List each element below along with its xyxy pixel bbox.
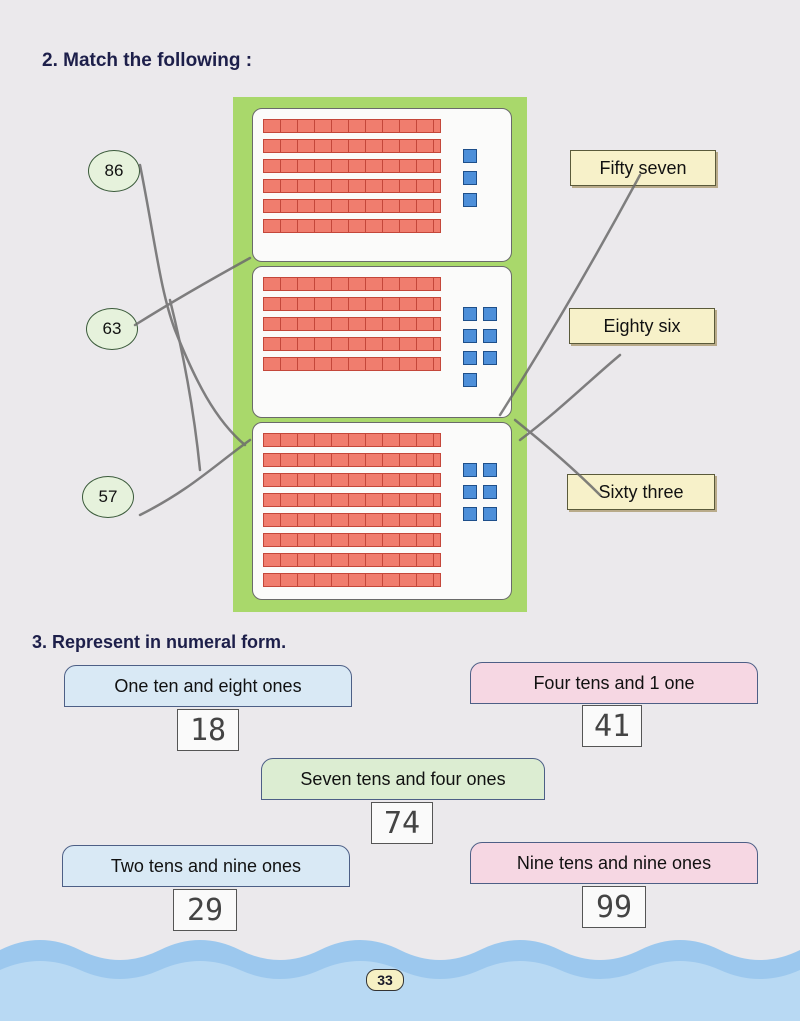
match-line-57 [140, 440, 250, 515]
prompt-two-tens-nine-ones: Two tens and nine ones [62, 845, 350, 887]
match-heading: 2. Match the following : [42, 50, 253, 71]
match-line-fifty-seven [500, 175, 640, 415]
answer-box-3[interactable]: 74 [371, 802, 433, 844]
word-box-fifty-seven: Fifty seven [570, 150, 716, 186]
match-line-86 [140, 165, 245, 445]
page-number: 33 [366, 969, 404, 991]
answer-box-1[interactable]: 18 [177, 709, 239, 751]
word-box-sixty-three: Sixty three [567, 474, 715, 510]
match-line-sixty-three [515, 420, 600, 495]
number-circle-63: 63 [86, 308, 138, 350]
prompt-four-tens-one: Four tens and 1 one [470, 662, 758, 704]
prompt-nine-tens-nine-ones: Nine tens and nine ones [470, 842, 758, 884]
number-circle-86: 86 [88, 150, 140, 192]
answer-box-5[interactable]: 99 [582, 886, 646, 928]
match-line-eighty-six [520, 355, 620, 440]
answer-box-4[interactable]: 29 [173, 889, 237, 931]
answer-box-2[interactable]: 41 [582, 705, 642, 747]
prompt-seven-tens-four-ones: Seven tens and four ones [261, 758, 545, 800]
number-circle-57: 57 [82, 476, 134, 518]
word-box-eighty-six: Eighty six [569, 308, 715, 344]
represent-heading: 3. Represent in numeral form. [32, 632, 287, 652]
prompt-one-ten-eight-ones: One ten and eight ones [64, 665, 352, 707]
match-line-63 [135, 258, 250, 325]
